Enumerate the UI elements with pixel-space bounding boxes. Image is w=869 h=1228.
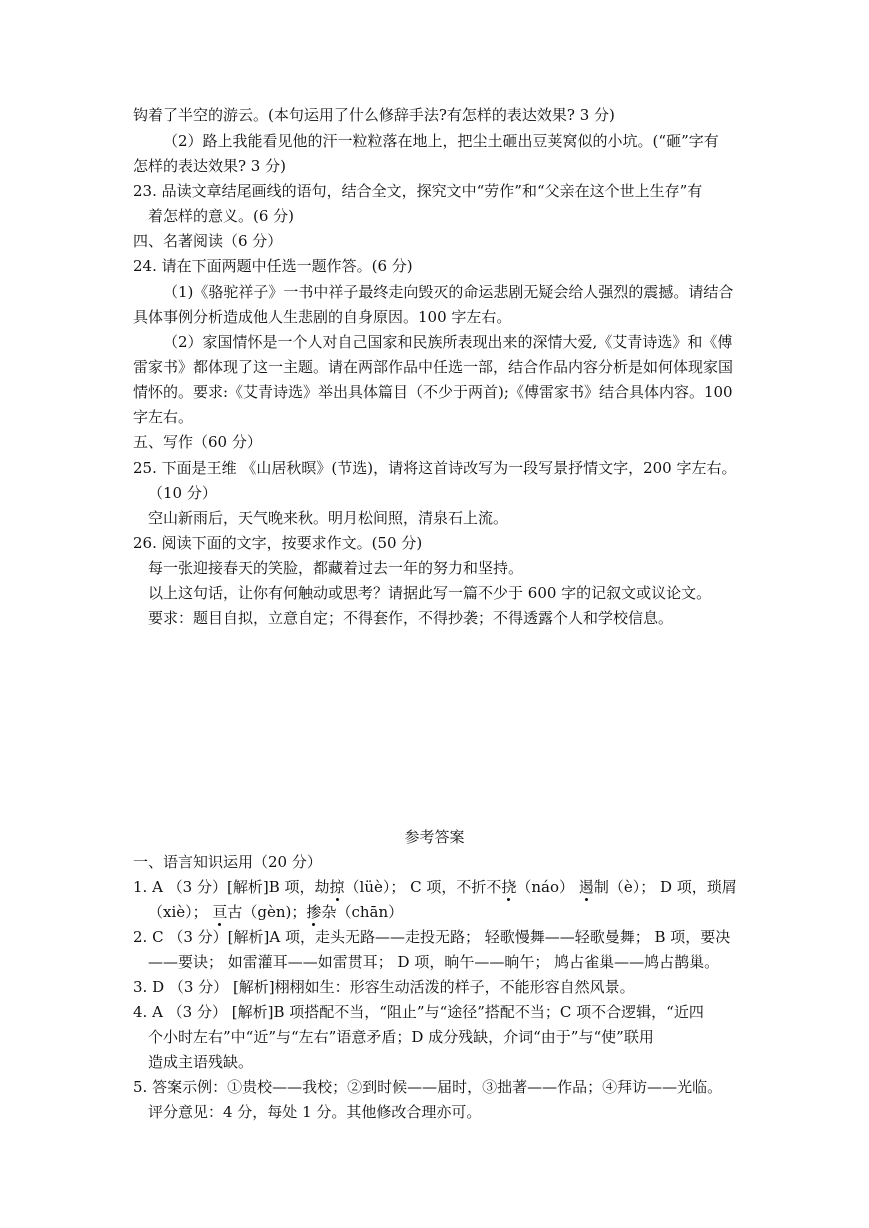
answer-text: 制（è）； D 项，琐屑	[593, 878, 737, 896]
answer-4-line-1: 4. A （3 分） [解析]B 项搭配不当，“阻止”与“途径”搭配不当；C 项不合逻辑，“近四	[133, 1003, 704, 1021]
text-line: （1)《骆驼祥子》一书中祥子最终走向毁灭的命运悲剧无疑会给人强烈的震撼。请结合	[163, 283, 734, 301]
text-line: 以上这句话，让你有何触动或思考？请据此写一篇不少于 600 字的记叙文或议论文。	[148, 584, 712, 602]
answer-4-line-2: 个小时左右”中“近”与“左右”语意矛盾；D 成分残缺，介词“由于”与“使”联用	[148, 1028, 654, 1046]
text-line: 要求：题目自拟，立意自定；不得套作，不得抄袭；不得透露个人和学校信息。	[148, 609, 674, 627]
section-heading: 五、写作（60 分）	[133, 433, 262, 451]
answer-text: （náo）	[516, 878, 579, 896]
emphasis-char: 挠	[501, 878, 517, 896]
answers-section-heading: 一、语言知识运用（20 分）	[133, 853, 322, 871]
question-26: 26. 阅读下面的文字，按要求作文。(50 分)	[133, 534, 423, 552]
text-line: 情怀的。要求:《艾青诗选》举出具体篇目（不少于两首);《傅雷家书》结合具体内容。100	[133, 383, 733, 401]
answer-3: 3. D （3 分） [解析]栩栩如生：形容生动活泼的样子，不能形容自然风景。	[133, 978, 635, 996]
answer-5-line-1: 5. 答案示例：①贵校——我校；②到时候——届时，③拙著——作品；④拜访——光临。	[133, 1078, 723, 1096]
text-line: 怎样的表达效果? 3 分)	[133, 157, 286, 175]
emphasis-char: 遏	[578, 878, 594, 896]
answer-5-line-2: 评分意见：4 分，每处 1 分。其他修改合理亦可。	[148, 1103, 482, 1121]
emphasis-char: 掺	[306, 903, 322, 921]
poem-excerpt: 空山新雨后，天气晚来秋。明月松间照，清泉石上流。	[148, 509, 509, 527]
text-line: （2）家国情怀是一个人对自己国家和民族所表现出来的深情大爱,《艾青诗选》和《傅	[163, 333, 733, 351]
text-line: （2）路上我能看见他的汗一粒粒落在地上，把尘土砸出豆荚窝似的小坑。(“砸”字有	[163, 132, 719, 150]
text-line: 雷家书》都体现了这一主题。请在两部作品中任选一部，结合作品内容分析是如何体现家国	[133, 358, 734, 376]
question-24: 24. 请在下面两题中任选一题作答。(6 分)	[133, 257, 413, 275]
text-line: 每一张迎接春天的笑脸，都藏着过去一年的努力和坚持。	[148, 559, 524, 577]
answer-1-line-2	[148, 902, 403, 922]
question-23: 23. 品读文章结尾画线的语句，结合全文，探究文中“劳作”和“父亲在这个世上生存”有	[133, 182, 703, 200]
answer-text: 古（gèn)；	[227, 903, 307, 921]
text-line: 着怎样的意义。(6 分)	[148, 207, 295, 225]
answer-text: （xiè）；	[148, 903, 213, 921]
answer-text: 1. A （3 分）[解析]B 项，劫	[133, 878, 330, 896]
answer-text: （lüè）； C 项，不折不	[344, 878, 502, 896]
text-line: 具体事例分析造成他人生悲剧的自身原因。100 字左右。	[133, 308, 512, 326]
answer-1-line-1	[133, 877, 737, 897]
answer-2-line-2: ——要诀； 如雷灌耳——如雷贯耳； D 项，晌午——晌午； 鸠占雀巢——鸠占鹊巢。	[148, 953, 720, 971]
emphasis-char: 掠	[329, 878, 345, 896]
question-25: 25. 下面是王维 《山居秋暝》(节选)，请将这首诗改写为一段写景抒情文字，200 字左右。	[133, 459, 737, 477]
text-line: 字左右。	[133, 408, 194, 426]
text-line: 钩着了半空的游云。(本句运用了什么修辞手法?有怎样的表达效果? 3 分)	[133, 106, 615, 124]
answer-text: 杂（chān）	[321, 903, 404, 921]
text-line: （10 分）	[148, 484, 217, 502]
section-heading: 四、名著阅读（6 分）	[133, 232, 283, 250]
answers-title: 参考答案	[404, 828, 465, 846]
emphasis-char: 亘	[212, 903, 228, 921]
answer-2-line-1: 2. C （3 分）[解析]A 项，走头无路——走投无路； 轻歌慢舞——轻歌曼舞； B 项，要决	[133, 928, 731, 946]
answer-4-line-3: 造成主语残缺。	[148, 1053, 254, 1071]
